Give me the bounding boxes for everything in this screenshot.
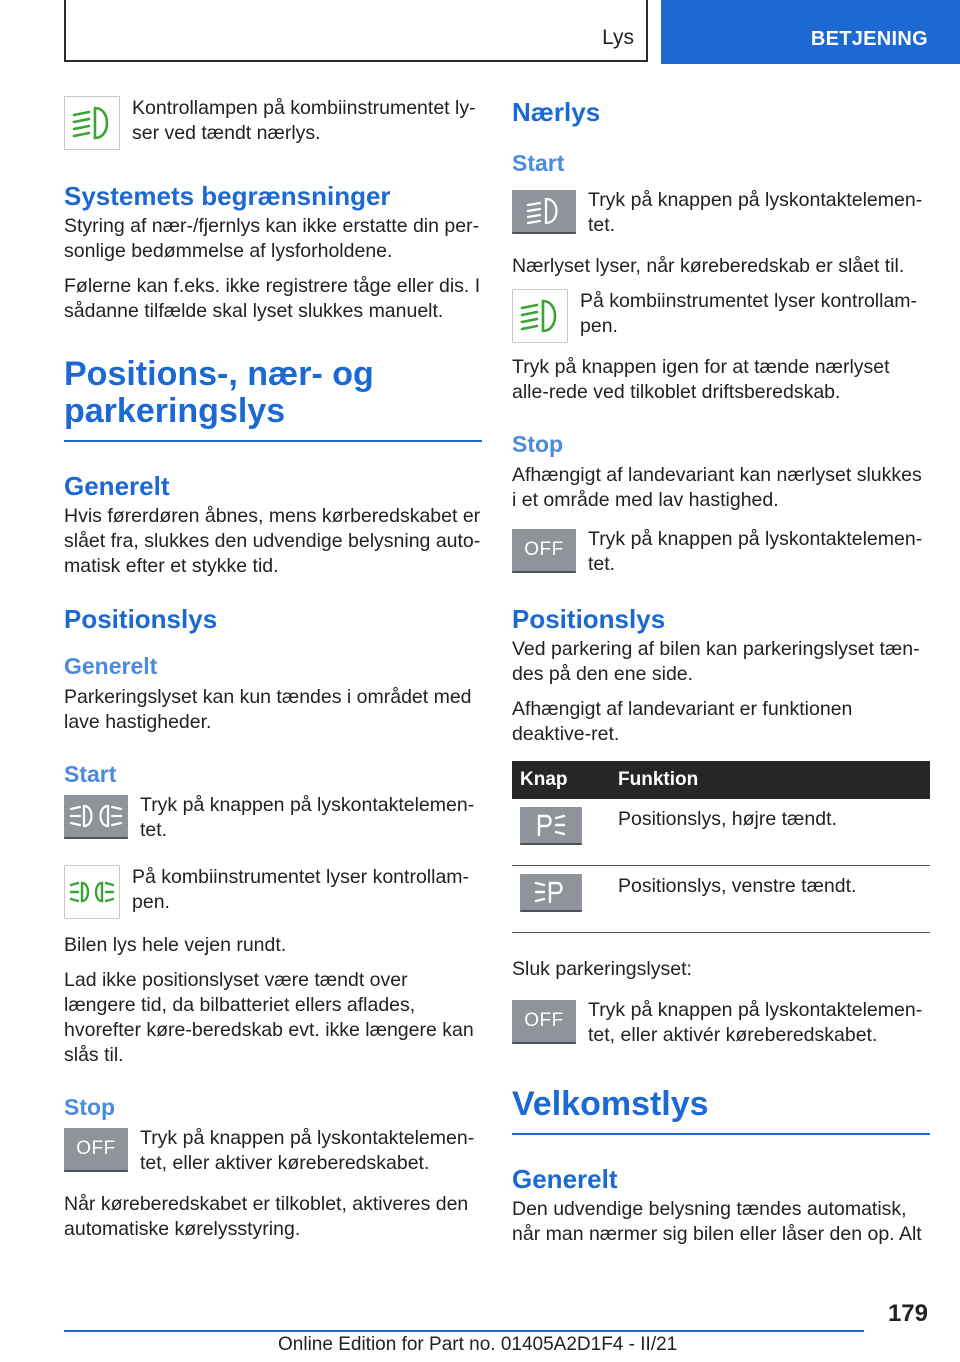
sluk-paragraph: Sluk parkeringslyset: <box>512 958 692 980</box>
table-row <box>512 799 930 866</box>
low-beam-indicator-icon <box>64 96 120 150</box>
nearlight-start-paragraph-2: Tryk på knappen igen for at tænde nærlyset alle-rede ved tilkoblet driftsberedskab. <box>512 356 890 403</box>
welcome-heading-rule <box>512 1133 930 1135</box>
nearlight-indicator-row <box>64 96 482 150</box>
nearlight-indicator-text: Kontrollampen på kombiinstrumentet ly-ser ved tændt nærlys. <box>132 97 476 144</box>
parking-light-button-icon <box>64 795 128 839</box>
welcome-general-heading: Generelt <box>512 1164 618 1194</box>
nearlight-stop-paragraph: Afhængigt af landevariant kan nærlyset slukkes i et område med lav hastighed. <box>512 464 922 511</box>
general-heading: Generelt <box>64 471 170 501</box>
header-chapter-tab[interactable] <box>661 0 960 64</box>
footer-edition-text: Online Edition for Part no. 01405A2D1F4 - II/21 <box>278 1334 678 1355</box>
header-section-box <box>64 0 648 62</box>
limits-paragraph-2: Følerne kan f.eks. ikke registrere tåge eller dis. I sådanne tilfælde skal lyset slukkes manuelt. <box>64 275 481 322</box>
positionlight-stop-button-text: Tryk på knappen på lyskontaktelemen-tet, eller aktiver køreberedskabet. <box>140 1127 475 1174</box>
off-button-label: OFF <box>524 1010 564 1031</box>
positionlight-start-button-text: Tryk på knappen på lyskontaktelemen-tet. <box>140 794 475 841</box>
parking-heading: Positionslys <box>512 604 666 634</box>
off-button-icon <box>64 1128 128 1172</box>
welcome-heading: Velkomstlys <box>512 1085 709 1123</box>
positionlight-start-paragraph-1: Bilen lys hele vejen rundt. <box>64 934 287 956</box>
table-header-row <box>512 761 930 799</box>
table-row <box>512 866 930 933</box>
table-header-knap: Knap <box>512 761 610 799</box>
off-button-label: OFF <box>76 1138 116 1159</box>
header-section-title: Lys <box>602 26 634 49</box>
nearlight-start-button-text: Tryk på knappen på lyskontaktelemen-tet. <box>588 189 923 236</box>
parking-light-indicator-icon <box>64 865 120 919</box>
positionlight-stop-button-row <box>64 1126 482 1176</box>
positionlight-stop-paragraph: Når køreberedskabet er tilkoblet, aktiveres den automatiske kørelysstyring. <box>64 1193 469 1240</box>
positionlight-start-paragraph-2: Lad ikke positionslyset være tændt over længere tid, da bilbatteriet ellers aflades, hvorefter køre-beredskab evt. ikke længere kan slås til. <box>64 969 474 1066</box>
parking-right-button-icon <box>520 807 582 845</box>
table-cell-funktion: Positionslys, højre tændt. <box>610 799 930 866</box>
table-cell-knap <box>512 866 610 933</box>
nearlight-start-lamp-row <box>512 289 930 343</box>
nearlight-start-heading: Start <box>512 150 565 176</box>
nearlight-heading: Nærlys <box>512 97 601 127</box>
limits-paragraph-1: Styring af nær-/fjernlys kan ikke erstatte din per-sonlige bedømmelse af lysforholdene. <box>64 215 480 262</box>
off-button-label: OFF <box>524 539 564 560</box>
parking-paragraph-1: Ved parkering af bilen kan parkeringslyset tæn-des på den ene side. <box>512 638 920 685</box>
limits-heading: Systemets begrænsninger <box>64 181 391 211</box>
parking-function-table <box>512 761 930 933</box>
table-header-funktion: Funktion <box>610 761 930 799</box>
parking-left-button-icon <box>520 874 582 912</box>
positionlight-start-heading: Start <box>64 761 117 787</box>
table-cell-knap <box>512 799 610 866</box>
positionlight-start-lamp-text: På kombiinstrumentet lyser kontrollam-pen. <box>132 866 470 913</box>
page-number: 179 <box>887 1300 928 1327</box>
positionlight-general-heading: Generelt <box>64 653 158 679</box>
welcome-paragraph: Den udvendige belysning tændes automatisk, når man nærmer sig bilen eller låser den op. Alt <box>512 1198 922 1245</box>
header-chapter-label: BETJENING <box>810 28 928 50</box>
positionlight-start-button-row <box>64 793 482 843</box>
sluk-button-row <box>512 998 930 1048</box>
positionlight-stop-heading: Stop <box>64 1094 116 1120</box>
right-column <box>512 96 930 1257</box>
nearlight-start-button-row <box>512 188 930 238</box>
low-beam-button-icon <box>512 190 576 234</box>
nearlight-stop-heading: Stop <box>512 431 564 457</box>
positionlight-general-paragraph: Parkeringslyset kan kun tændes i området med lave hastigheder. <box>64 686 472 733</box>
footer-rule <box>64 1330 864 1332</box>
low-beam-indicator-icon <box>512 289 568 343</box>
positionlight-start-lamp-row <box>64 865 482 919</box>
positionlight-heading: Positionslys <box>64 604 218 634</box>
nearlight-start-paragraph-1: Nærlyset lyser, når køreberedskab er slået til. <box>512 255 905 277</box>
main-heading-rule <box>64 440 482 442</box>
nearlight-stop-button-text: Tryk på knappen på lyskontaktelemen-tet. <box>588 528 923 575</box>
nearlight-start-lamp-text: På kombiinstrumentet lyser kontrollam-pen. <box>580 290 918 337</box>
off-button-icon <box>512 529 576 573</box>
nearlight-stop-button-row <box>512 527 930 577</box>
general-paragraph: Hvis førerdøren åbnes, mens kørberedskabet er slået fra, slukkes den udvendige belysning auto-matisk efter et stykke tid. <box>64 505 481 577</box>
off-button-icon <box>512 1000 576 1044</box>
sluk-button-text: Tryk på knappen på lyskontaktelemen-tet, eller aktivér køreberedskabet. <box>588 999 923 1046</box>
page-header <box>0 0 960 68</box>
table-cell-funktion: Positionslys, venstre tændt. <box>610 866 930 933</box>
main-heading: Positions-, nær- og parkeringslys <box>64 355 374 430</box>
parking-paragraph-2: Afhængigt af landevariant er funktionen deaktive-ret. <box>512 698 853 745</box>
left-column <box>64 96 482 1252</box>
